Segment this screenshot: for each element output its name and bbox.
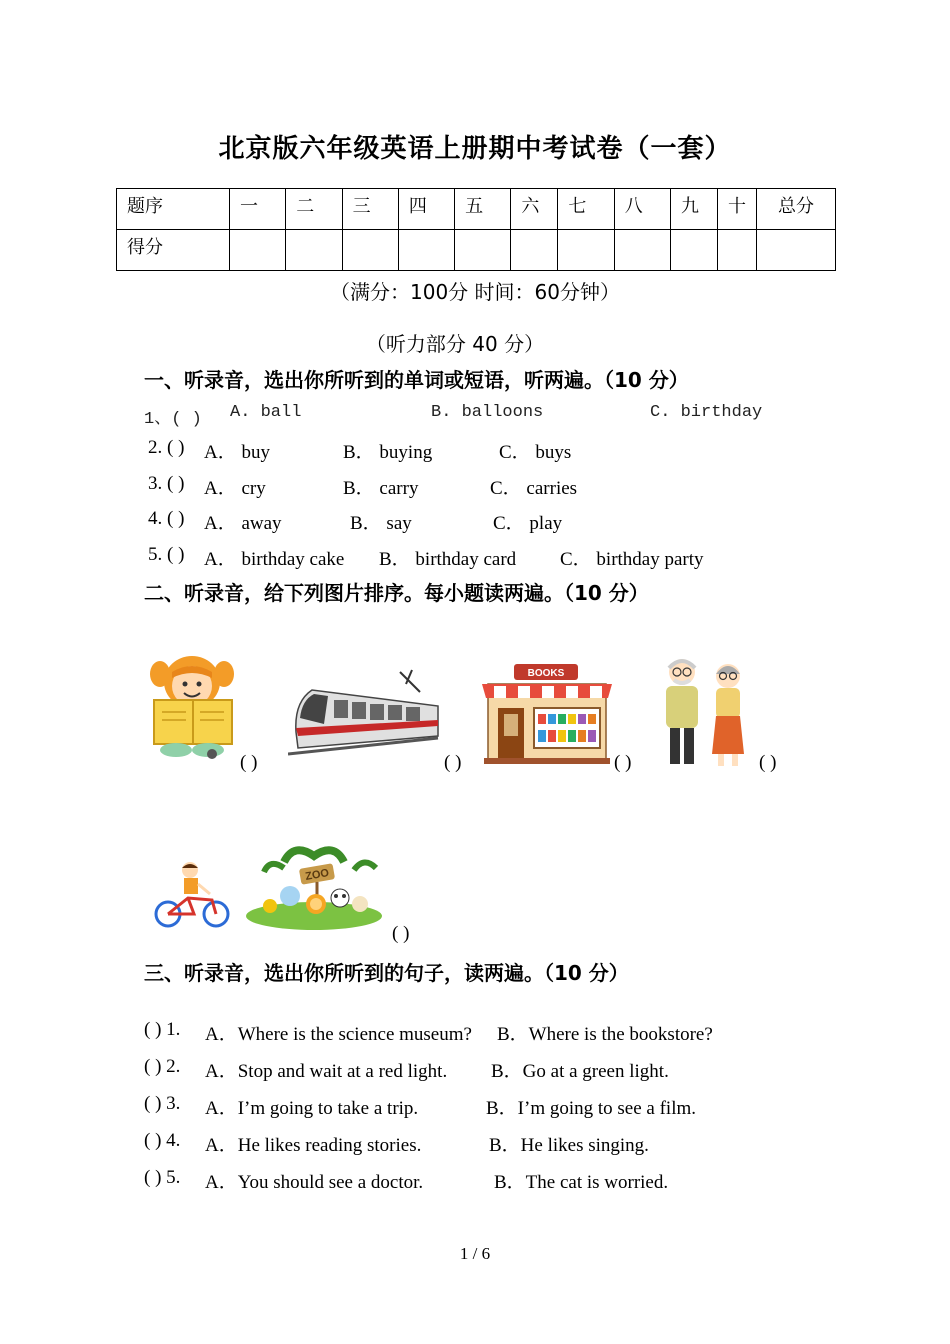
zoo-picture (244, 842, 384, 930)
score-cell: 九 (671, 189, 718, 230)
score-row-label: 得分 (117, 230, 230, 271)
score-cell: 十 (718, 189, 757, 230)
picture-4-answer-blank[interactable]: ( ) (759, 752, 777, 773)
p1-q4-option-b: B． say (350, 513, 412, 534)
p3-q4-option-b: B．He likes singing. (489, 1135, 649, 1156)
section-2-heading: 二、听录音，给下列图片排序。每小题读两遍。（10 分） (144, 581, 649, 605)
section-1-heading: 一、听录音，选出你所听到的单词或短语，听两遍。（10 分） (144, 368, 689, 392)
score-cell: 七 (558, 189, 614, 230)
score-input-cell[interactable] (614, 230, 670, 271)
p3-q5-option-b: B．The cat is worried. (494, 1172, 669, 1193)
p3-q3-option-a: A．I’m going to take a trip. (205, 1098, 419, 1119)
listening-header: （听力部分 40 分） (365, 332, 545, 356)
score-input-cell[interactable] (455, 230, 511, 271)
p3-q1-option-a: A．Where is the science museum? (205, 1024, 472, 1045)
grandparents-picture (654, 654, 750, 770)
p3-q4-option-a: A．He likes reading stories. (205, 1135, 422, 1156)
p1-q2-number: 2. ( ) (148, 437, 185, 458)
score-input-cell[interactable] (757, 230, 836, 271)
score-input-cell[interactable] (511, 230, 558, 271)
score-cell: 四 (398, 189, 454, 230)
p1-q5-option-a: A． birthday cake (204, 549, 345, 570)
p1-q2-option-b: B． buying (343, 442, 433, 463)
p1-q4-number: 4. ( ) (148, 508, 185, 529)
p3-q3-number: ( ) 3. (144, 1093, 181, 1114)
picture-3-answer-blank[interactable]: ( ) (614, 752, 632, 773)
girl-riding-bike-picture (154, 860, 232, 932)
score-cell: 三 (342, 189, 398, 230)
p1-q3-option-a: A． cry (204, 478, 266, 499)
p1-q4-option-c: C． play (493, 513, 563, 534)
p3-q2-option-a: A．Stop and wait at a red light. (205, 1061, 448, 1082)
section-3-heading: 三、听录音，选出你所听到的句子，读两遍。（10 分） (144, 961, 629, 985)
p3-q3-option-b: B．I’m going to see a film. (486, 1098, 697, 1119)
exam-meta: （满分：100分 时间：60分钟） (330, 280, 620, 304)
p1-q3-option-b: B． carry (343, 478, 419, 499)
p1-q4-option-a: A． away (204, 513, 282, 534)
p3-q2-number: ( ) 2. (144, 1056, 181, 1077)
p1-q5-option-b: B． birthday card (379, 549, 517, 570)
p1-q2-option-a: A． buy (204, 442, 270, 463)
zoo-sign-text: ZOO (304, 867, 330, 883)
p1-q2-option-c: C． buys (499, 442, 572, 463)
score-cell: 一 (230, 189, 286, 230)
page-title: 北京版六年级英语上册期中考试卷（一套） (218, 134, 732, 164)
page-number: 1 / 6 (459, 1244, 491, 1263)
bookstore-picture (480, 664, 614, 766)
score-cell: 二 (286, 189, 342, 230)
score-input-cell[interactable] (286, 230, 342, 271)
p3-q2-option-b: B．Go at a green light. (491, 1061, 669, 1082)
train-picture (288, 662, 442, 758)
p1-q3-option-c: C． carries (490, 478, 578, 499)
bookstore-sign-text: BOOKS (527, 668, 565, 679)
picture-1-answer-blank[interactable]: ( ) (240, 752, 258, 773)
score-input-cell[interactable] (230, 230, 286, 271)
p3-q5-number: ( ) 5. (144, 1167, 181, 1188)
score-input-cell[interactable] (671, 230, 718, 271)
score-table (116, 188, 836, 271)
score-cell: 五 (455, 189, 511, 230)
score-cell-total: 总分 (757, 189, 836, 230)
picture-2-answer-blank[interactable]: ( ) (444, 752, 462, 773)
score-table-score-row (117, 230, 836, 271)
p1-q5-number: 5. ( ) (148, 544, 185, 565)
score-cell: 六 (511, 189, 558, 230)
p1-q1-option-b: B. balloons (431, 403, 544, 422)
p1-q1-number: 1、( ) (144, 410, 202, 429)
p1-q1-option-a: A. ball (230, 403, 302, 422)
score-table-header-row (117, 189, 836, 230)
p3-q1-number: ( ) 1. (144, 1019, 181, 1040)
score-input-cell[interactable] (558, 230, 614, 271)
p3-q4-number: ( ) 4. (144, 1130, 181, 1151)
score-input-cell[interactable] (718, 230, 757, 271)
girl-reading-picture (146, 642, 238, 764)
p3-q1-option-b: B．Where is the bookstore? (497, 1024, 713, 1045)
p1-q3-number: 3. ( ) (148, 473, 185, 494)
score-input-cell[interactable] (398, 230, 454, 271)
p1-q1-option-c: C. birthday (650, 403, 763, 422)
picture-5-6-answer-blank[interactable]: ( ) (392, 923, 410, 944)
score-input-cell[interactable] (342, 230, 398, 271)
p1-q5-option-c: C． birthday party (560, 549, 704, 570)
p3-q5-option-a: A．You should see a doctor. (205, 1172, 424, 1193)
score-cell: 八 (614, 189, 670, 230)
score-cell: 题序 (117, 189, 230, 230)
